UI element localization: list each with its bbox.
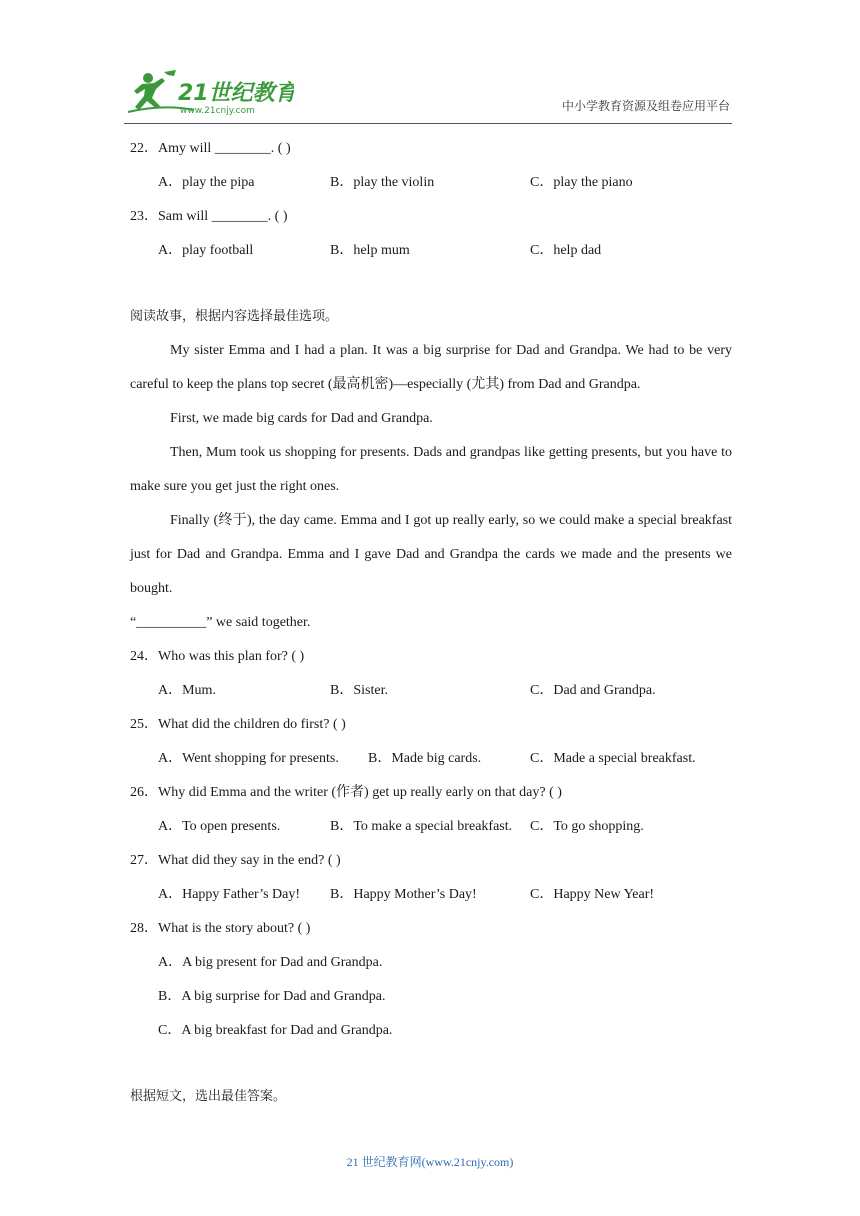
- option-c[interactable]: C．To go shopping.: [530, 819, 644, 834]
- question-27: [130, 844, 732, 912]
- svg-text:www.21cnjy.com: www.21cnjy.com: [180, 106, 255, 116]
- option-b[interactable]: B．Made big cards.: [368, 751, 482, 766]
- option-a[interactable]: A．Happy Father’s Day!: [158, 887, 301, 902]
- option-c[interactable]: C．Happy New Year!: [530, 887, 655, 902]
- header-divider: [124, 123, 732, 124]
- question-22: [130, 132, 732, 200]
- option-b[interactable]: B．play the violin: [330, 175, 435, 190]
- option-b[interactable]: B．Happy Mother’s Day!: [330, 887, 477, 902]
- question-26: [130, 776, 732, 844]
- option-row: [130, 878, 732, 912]
- option-b[interactable]: B．To make a special breakfast.: [330, 819, 513, 834]
- option-c[interactable]: C．play the piano: [530, 175, 633, 190]
- running-figure-icon: [124, 70, 294, 116]
- option-a[interactable]: A．play the pipa: [158, 175, 255, 190]
- site-logo[interactable]: [124, 70, 294, 116]
- question-stem: 28．What is the story about? ( ): [130, 921, 311, 936]
- platform-label: 中小学教育资源及组卷应用平台: [561, 99, 730, 113]
- question-stem: 26．Why did Emma and the writer (作者) get up really early on that day? ( ): [130, 785, 562, 800]
- story-paragraph: Finally (终于), the day came. Emma and I got up really early, so we could make a special breakfast just for Dad and Grandpa. Emma and I gave Dad and Grandpa the cards we made and the presents we bought.: [130, 513, 732, 596]
- question-25: [130, 708, 732, 776]
- question-23: [130, 200, 732, 268]
- option-c[interactable]: C．Dad and Grandpa.: [530, 683, 656, 698]
- story-paragraph: My sister Emma and I had a plan. It was a big surprise for Dad and Grandpa. We had to be very careful to keep the plans top secret (最高机密)—especially (尤其) from Dad and Grandpa.: [130, 343, 732, 392]
- option-c[interactable]: C．help dad: [530, 243, 602, 258]
- question-stem: 22．Amy will ________. ( ): [130, 141, 291, 156]
- question-stem: 25．What did the children do first? ( ): [130, 717, 346, 732]
- option-a[interactable]: A．A big present for Dad and Grandpa.: [158, 955, 383, 970]
- option-row: [130, 742, 732, 776]
- worksheet-content: [130, 132, 732, 1114]
- option-row: [130, 674, 732, 708]
- option-a[interactable]: A．Went shopping for presents.: [158, 751, 339, 766]
- story-paragraph: Then, Mum took us shopping for presents. Dads and grandpas like getting presents, but you have to make sure you get just the right ones.: [130, 445, 732, 494]
- option-c[interactable]: C．Made a special breakfast.: [530, 751, 696, 766]
- option-a[interactable]: A．play football: [158, 243, 254, 258]
- svg-text:21世纪教育: 21世纪教育: [178, 81, 294, 106]
- option-a[interactable]: A．To open presents.: [158, 819, 281, 834]
- section-instruction: 阅读故事，根据内容选择最佳选项。: [130, 309, 339, 324]
- section-instruction: 根据短文，选出最佳答案。: [130, 1089, 287, 1104]
- page-footer[interactable]: 21 世纪教育网(www.21cnjy.com): [346, 1155, 514, 1169]
- option-row: [130, 166, 732, 200]
- question-28: [130, 912, 732, 1048]
- question-24: [130, 640, 732, 708]
- option-b[interactable]: B．Sister.: [330, 683, 388, 698]
- option-b[interactable]: B．A big surprise for Dad and Grandpa.: [158, 989, 386, 1004]
- option-row: [130, 234, 732, 268]
- question-stem: 24．Who was this plan for? ( ): [130, 649, 305, 664]
- page-header: [0, 0, 860, 130]
- question-stem: 27．What did they say in the end? ( ): [130, 853, 341, 868]
- option-b[interactable]: B．help mum: [330, 243, 410, 258]
- option-c[interactable]: C．A big breakfast for Dad and Grandpa.: [158, 1023, 393, 1038]
- story-paragraph: First, we made big cards for Dad and Grandpa.: [170, 411, 433, 426]
- story-quote-line: “__________” we said together.: [130, 615, 311, 630]
- option-row: [130, 810, 732, 844]
- option-a[interactable]: A．Mum.: [158, 683, 216, 698]
- question-stem: 23．Sam will ________. ( ): [130, 209, 288, 224]
